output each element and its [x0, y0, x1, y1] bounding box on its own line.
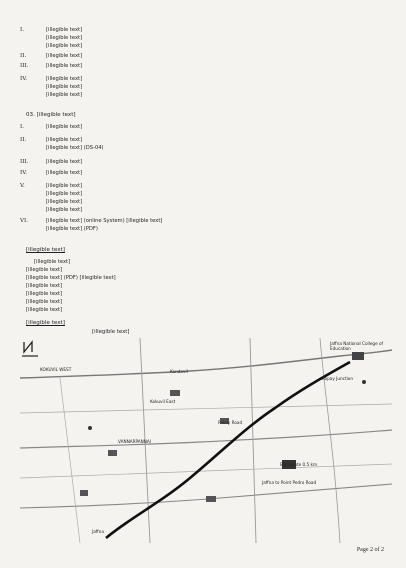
item-number: II. — [20, 137, 27, 143]
item-number: I. — [20, 124, 24, 130]
notes-line: [illegible text] — [26, 299, 63, 305]
item-text-line: [illegible text] — [46, 170, 83, 176]
item-text-line: [illegible text] — [46, 199, 83, 205]
item-text-line: [illegible text] (online System) [illegible text] — [46, 218, 163, 224]
map-label: VANNARPANNAI — [118, 439, 151, 444]
item-text-line: [illegible text] — [46, 207, 83, 213]
item-text-line: [illegible text] — [46, 27, 83, 33]
item-text-line: [illegible text] — [46, 124, 83, 130]
notes-line: [illegible text] — [26, 291, 63, 297]
notes-line: [illegible text] — [34, 259, 71, 265]
notes-line: [illegible text] — [26, 283, 63, 289]
item-text-line: [illegible text] — [46, 191, 83, 197]
item-number: I. — [20, 27, 24, 33]
page-number: Page 2 of 2 — [356, 547, 384, 553]
item-number: IV. — [20, 170, 28, 176]
item-text-line: [illegible text] (PDF) — [46, 226, 98, 232]
item-text-line: [illegible text] — [46, 183, 83, 189]
item-text-line: [illegible text] — [46, 159, 83, 165]
map-label: KOKUVIL WEST — [40, 367, 72, 372]
map-label: Jaffna National College of Education — [330, 341, 384, 351]
map-label: Jaffna — [92, 529, 104, 534]
map-heading: [illegible text] — [26, 320, 65, 326]
notes-line: [illegible text] — [26, 267, 63, 273]
item-text-line: [illegible text] — [46, 76, 83, 82]
notes-heading: [illegible text] — [26, 247, 65, 253]
notes-line: [illegible text] — [26, 307, 63, 313]
location-map — [20, 338, 392, 543]
map-label: Palaly Road — [218, 420, 243, 425]
map-title: [illegible text] — [92, 329, 130, 335]
notes-line: [illegible text] (PDF) [illegible text] — [26, 275, 116, 281]
item-number: IV. — [20, 76, 28, 82]
item-text-line: [illegible text] — [46, 35, 83, 41]
item-number: III. — [20, 159, 29, 165]
map-label: Bus Route 0.5 km — [280, 462, 318, 467]
item-number: II. — [20, 53, 27, 59]
item-text-line: [illegible text] — [46, 63, 83, 69]
item-number: V. — [20, 183, 25, 189]
item-number: III. — [20, 63, 29, 69]
item-text-line: [illegible text] — [46, 43, 83, 49]
map-label: Kokuvil East — [150, 399, 176, 404]
map-label: Kopay Junction — [322, 376, 353, 381]
map-label: Kondavil — [170, 369, 188, 374]
section-heading: 03. [illegible text] — [26, 112, 76, 118]
item-text-line: [illegible text] — [46, 137, 83, 143]
item-text-line: [illegible text] (DS-04) — [46, 145, 104, 151]
item-number: VI. — [20, 218, 29, 224]
map-label: Jaffna to Point Pedro Road — [262, 480, 317, 485]
item-text-line: [illegible text] — [46, 53, 83, 59]
item-text-line: [illegible text] — [46, 92, 83, 98]
item-text-line: [illegible text] — [46, 84, 83, 90]
